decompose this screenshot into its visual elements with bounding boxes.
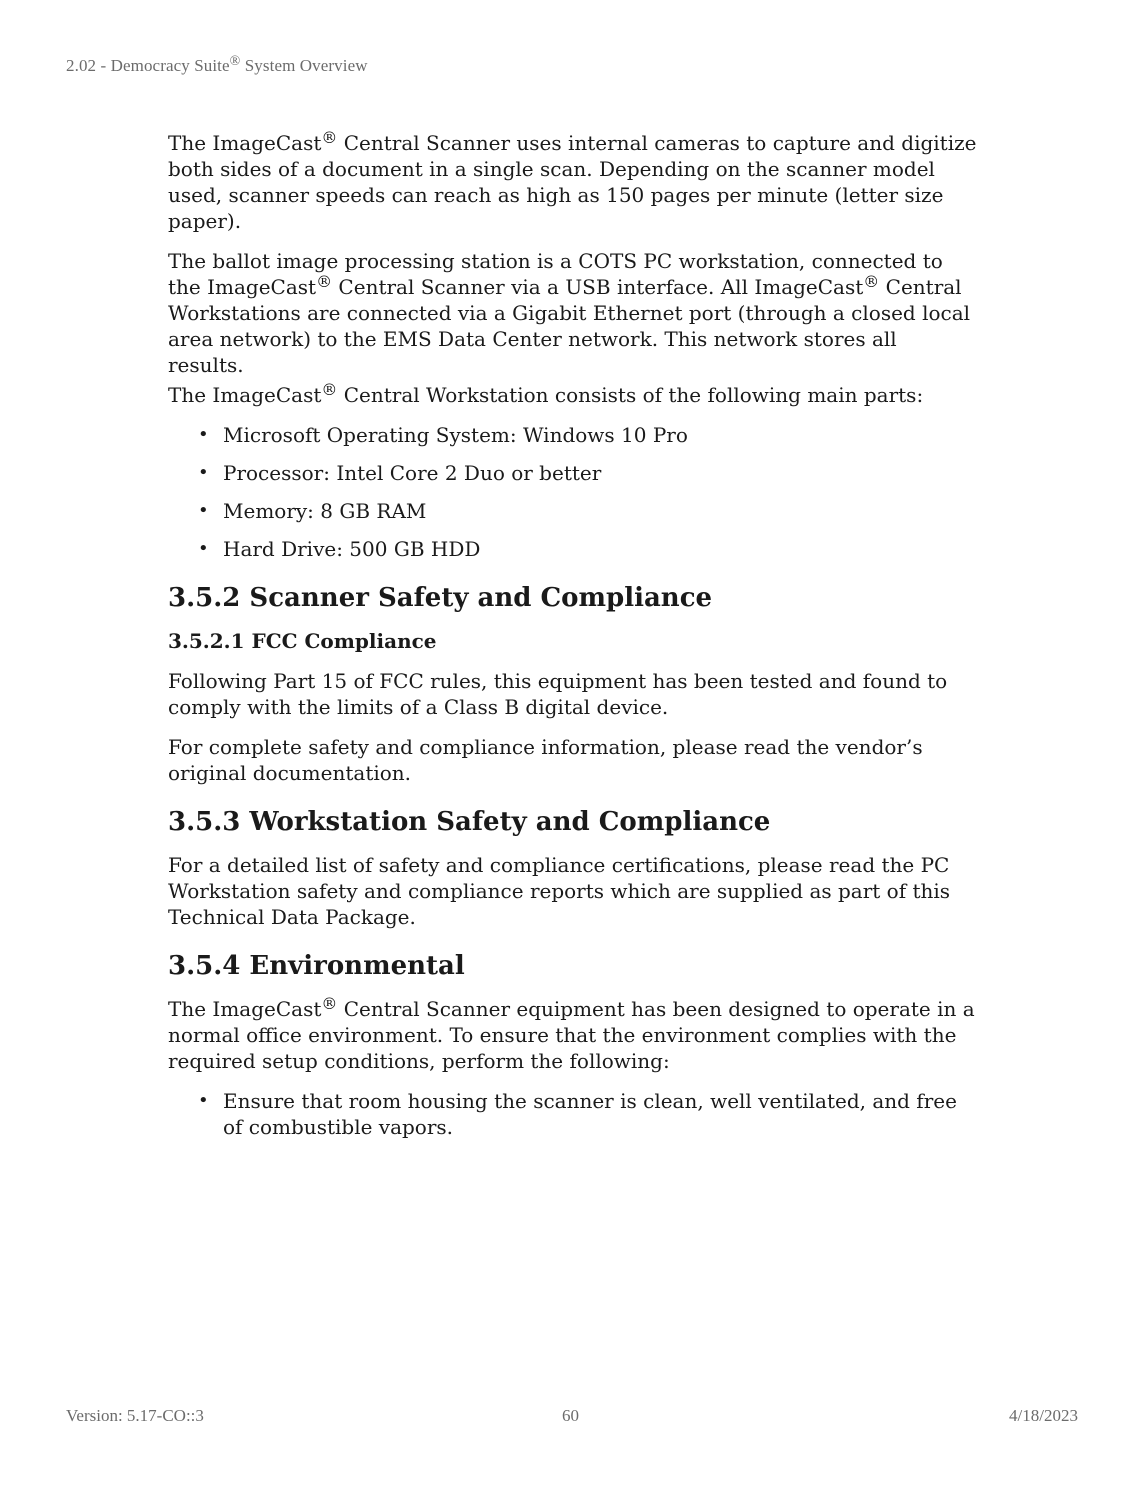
list-item-text: Ensure that room housing the scanner is clean, well ventilated, and free of combustible vapors. [223, 1089, 957, 1139]
registered-mark: ® [316, 272, 333, 291]
registered-mark: ® [863, 272, 880, 291]
text-run: Central Scanner via a USB interface. All ImageCast [332, 275, 864, 299]
bullet-icon: • [198, 424, 209, 445]
registered-mark: ® [321, 380, 338, 399]
workstation-parts-list [168, 422, 978, 562]
list-item [198, 422, 978, 448]
list-item-text: Microsoft Operating System: Windows 10 Pro [223, 423, 688, 447]
section-heading-workstation-safety: 3.5.3 Workstation Safety and Compliance [168, 807, 771, 837]
list-item-text: Processor: Intel Core 2 Duo or better [223, 461, 602, 485]
footer-page-number: 60 [562, 1406, 579, 1425]
text-run: The ImageCast [168, 131, 322, 155]
paragraph-certifications: For a detailed list of safety and compliance certifications, please read the PC Workstation safety and compliance reports which are supplied as part of this Technical Data Package. [168, 853, 951, 929]
section-heading-scanner-safety: 3.5.2 Scanner Safety and Compliance [168, 583, 713, 613]
text-run: The ImageCast [168, 383, 322, 407]
text-run: The ImageCast [168, 997, 322, 1021]
footer-date: 4/18/2023 [1009, 1406, 1078, 1425]
environment-requirements-list [168, 1088, 978, 1140]
subsection-heading-fcc-compliance: 3.5.2.1 FCC Compliance [168, 629, 437, 653]
header-title-prefix: 2.02 - Democracy Suite [66, 56, 230, 75]
text-run: Central Scanner equipment has been designed to operate in a normal office environment. To ensure that the environment complies with the required setup conditions, perform the following: [168, 997, 975, 1073]
text-run: Central Scanner uses internal cameras to capture and digitize both sides of a document in a single scan. Depending on the scanner model used, scanner speeds can reach as high as 150 pages per minute (letter size paper). [168, 131, 977, 233]
list-item-text: Hard Drive: 500 GB HDD [223, 537, 481, 561]
bullet-icon: • [198, 1090, 209, 1111]
text-run: The ballot image processing station is a COTS PC workstation, connected to the ImageCast [168, 249, 943, 299]
paragraph-vendor-documentation: For complete safety and compliance information, please read the vendor’s original documentation. [168, 735, 923, 785]
text-run: Central Workstation consists of the following main parts: [337, 383, 924, 407]
footer-version: Version: 5.17-CO::3 [66, 1406, 204, 1425]
paragraph-fcc-rules: Following Part 15 of FCC rules, this equipment has been tested and found to comply with the limits of a Class B digital device. [168, 669, 948, 719]
section-heading-environmental: 3.5.4 Environmental [168, 951, 465, 981]
bullet-icon: • [198, 538, 209, 559]
list-item [198, 1088, 978, 1140]
paragraph-processing-station [168, 248, 978, 378]
list-item [198, 498, 978, 524]
bullet-icon: • [198, 500, 209, 521]
document-body [168, 130, 978, 1152]
registered-mark: ® [321, 128, 338, 147]
header-title-suffix: System Overview [240, 56, 368, 75]
bullet-icon: • [198, 462, 209, 483]
running-header [66, 56, 368, 76]
paragraph-workstation-parts [168, 382, 978, 408]
registered-mark: ® [321, 994, 338, 1013]
paragraph-scanner-cameras [168, 130, 978, 234]
text-run: Central Workstations are connected via a Gigabit Ethernet port (through a closed local area network) to the EMS Data Center network. This network stores all results. [168, 275, 971, 377]
list-item [198, 460, 978, 486]
list-item [198, 536, 978, 562]
registered-mark: ® [229, 54, 241, 69]
list-item-text: Memory: 8 GB RAM [223, 499, 427, 523]
paragraph-office-environment [168, 996, 978, 1074]
